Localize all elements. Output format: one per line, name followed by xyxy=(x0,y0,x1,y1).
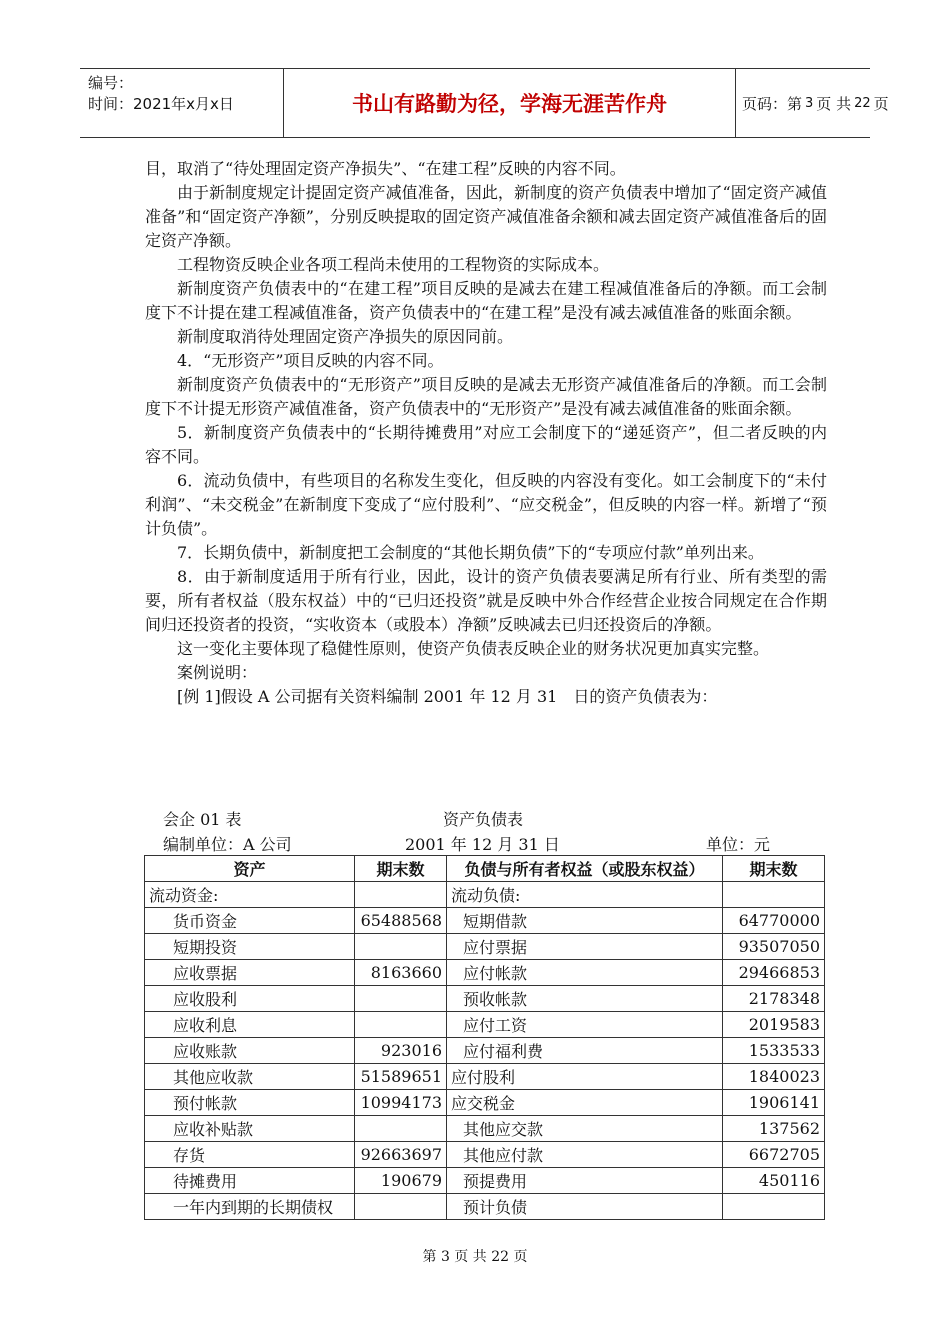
table-row xyxy=(145,986,825,1012)
table-row xyxy=(145,1038,825,1064)
liability-value: 2019583 xyxy=(723,1012,825,1038)
table-row xyxy=(145,1116,825,1142)
currency-unit: 单位：元 xyxy=(706,835,771,854)
liability-name: 应交税金 xyxy=(447,1090,723,1116)
asset-name: 应收票据 xyxy=(145,960,355,986)
table-row xyxy=(145,1142,825,1168)
asset-name: 应收利息 xyxy=(145,1012,355,1038)
table-header-row xyxy=(145,856,825,882)
table-title: 资产负债表 xyxy=(443,810,524,829)
paragraph: 新制度取消待处理固定资产净损失的原因同前。 xyxy=(177,327,514,346)
column-header: 期末数 xyxy=(723,856,825,882)
liability-value: 2178348 xyxy=(723,986,825,1012)
paragraph: 6．流动负债中，有些项目的名称发生变化，但反映的内容没有变化。如工会制度下的“未付利润”、“未交税金”在新制度下变成了“应付股利”、“应交税金”，但反映的内容一样。新增了“预计负债”。 xyxy=(145,471,827,538)
page-total: 22 xyxy=(854,95,871,111)
asset-name: 待摊费用 xyxy=(145,1168,355,1194)
page-number: 3 xyxy=(805,95,814,111)
column-header: 资产 xyxy=(145,856,355,882)
asset-value xyxy=(355,882,447,908)
liability-value xyxy=(723,1194,825,1220)
asset-name: 其他应收款 xyxy=(145,1064,355,1090)
liability-name: 应付票据 xyxy=(447,934,723,960)
asset-name: 应收补贴款 xyxy=(145,1116,355,1142)
paragraph: 这一变化主要体现了稳健性原则，使资产负债表反映企业的财务状况更加真实完整。 xyxy=(177,639,770,658)
table-date: 2001 年 12 月 31 日 xyxy=(405,835,560,854)
body-text xyxy=(145,157,827,709)
document-date-label: 时间：2021年x月x日 xyxy=(88,95,234,113)
paragraph: 8．由于新制度适用于所有行业，因此，设计的资产负债表要满足所有行业、所有类型的需要，所有者权益（股东权益）中的“已归还投资”就是反映中外合作经营企业按合同规定在合作期间归还投资者的投资，“实收资本（或股本）净额”反映减去已归还投资后的净额。 xyxy=(145,567,827,634)
liability-name: 预提费用 xyxy=(447,1168,723,1194)
document-number-label: 编号： xyxy=(88,74,134,92)
table-row xyxy=(145,1194,825,1220)
liability-name: 其他应付款 xyxy=(447,1142,723,1168)
asset-name: 一年内到期的长期债权 xyxy=(145,1194,355,1220)
asset-value: 8163660 xyxy=(355,960,447,986)
paragraph: [例 1]假设 A 公司据有关资料编制 2001 年 12 月 31 日的资产负债表为： xyxy=(177,687,718,706)
column-header: 负债与所有者权益（或股东权益） xyxy=(447,856,723,882)
page-prefix: 页码：第 xyxy=(742,94,803,113)
paragraph: 新制度资产负债表中的“无形资产”项目反映的是减去无形资产减值准备后的净额。而工会制度下不计提无形资产减值准备，资产负债表中的“无形资产”是没有减去减值准备的账面余额。 xyxy=(145,375,827,418)
page-header xyxy=(80,68,889,138)
liability-name: 应付工资 xyxy=(447,1012,723,1038)
asset-value: 923016 xyxy=(355,1038,447,1064)
liability-value: 1840023 xyxy=(723,1064,825,1090)
table-row xyxy=(145,1012,825,1038)
liability-name: 流动负债: xyxy=(447,882,723,908)
column-header: 期末数 xyxy=(355,856,447,882)
asset-name: 货币资金 xyxy=(145,908,355,934)
asset-value xyxy=(355,1194,447,1220)
liability-name: 短期借款 xyxy=(447,908,723,934)
asset-name: 流动资金: xyxy=(145,882,355,908)
liability-name: 应付福利费 xyxy=(447,1038,723,1064)
page-footer: 第 3 页 共 22 页 xyxy=(422,1249,528,1265)
paragraph: 4．“无形资产”项目反映的内容不同。 xyxy=(177,351,444,370)
liability-value: 64770000 xyxy=(723,908,825,934)
liability-name: 其他应交款 xyxy=(447,1116,723,1142)
table-row xyxy=(145,960,825,986)
asset-value: 65488568 xyxy=(355,908,447,934)
asset-value xyxy=(355,986,447,1012)
asset-value: 92663697 xyxy=(355,1142,447,1168)
liability-name: 应付帐款 xyxy=(447,960,723,986)
paragraph: 目，取消了“待处理固定资产净损失”、“在建工程”反映的内容不同。 xyxy=(145,159,626,178)
paragraph: 由于新制度规定计提固定资产减值准备，因此，新制度的资产负债表中增加了“固定资产减值准备”和“固定资产净额”，分别反映提取的固定资产减值准备余额和减去固定资产减值准备后的固定资产净额。 xyxy=(145,183,827,250)
liability-value: 1533533 xyxy=(723,1038,825,1064)
asset-value: 10994173 xyxy=(355,1090,447,1116)
header-motto: 书山有路勤为径，学海无涯苦作舟 xyxy=(283,69,736,137)
paragraph: 案例说明： xyxy=(177,663,258,682)
table-row xyxy=(145,934,825,960)
liability-name: 预收帐款 xyxy=(447,986,723,1012)
paragraph: 工程物资反映企业各项工程尚未使用的工程物资的实际成本。 xyxy=(177,255,610,274)
table-row xyxy=(145,1064,825,1090)
asset-value xyxy=(355,1116,447,1142)
liability-value: 1906141 xyxy=(723,1090,825,1116)
page-mid: 页 共 xyxy=(816,94,852,113)
table-row xyxy=(145,1168,825,1194)
form-code: 会企 01 表 xyxy=(163,810,242,829)
liability-value: 6672705 xyxy=(723,1142,825,1168)
table-row xyxy=(145,1090,825,1116)
liability-name: 预计负债 xyxy=(447,1194,723,1220)
paragraph: 5．新制度资产负债表中的“长期待摊费用”对应工会制度下的“递延资产”，但二者反映的内容不同。 xyxy=(145,423,827,466)
asset-value xyxy=(355,1012,447,1038)
header-meta xyxy=(88,73,283,115)
table-row xyxy=(145,908,825,934)
asset-name: 预付帐款 xyxy=(145,1090,355,1116)
asset-value: 51589651 xyxy=(355,1064,447,1090)
header-page-indicator xyxy=(742,69,889,137)
liability-value: 29466853 xyxy=(723,960,825,986)
liability-value: 450116 xyxy=(723,1168,825,1194)
asset-name: 短期投资 xyxy=(145,934,355,960)
preparing-unit: 编制单位：A 公司 xyxy=(163,835,292,854)
paragraph: 新制度资产负债表中的“在建工程”项目反映的是减去在建工程减值准备后的净额。而工会制度下不计提在建工程减值准备，资产负债表中的“在建工程”是没有减去减值准备的账面余额。 xyxy=(145,279,827,322)
liability-value: 93507050 xyxy=(723,934,825,960)
table-row xyxy=(145,882,825,908)
asset-name: 应收账款 xyxy=(145,1038,355,1064)
page-suffix: 页 xyxy=(873,94,889,113)
asset-name: 存货 xyxy=(145,1142,355,1168)
asset-name: 应收股利 xyxy=(145,986,355,1012)
balance-sheet-table xyxy=(144,855,825,1220)
liability-value: 137562 xyxy=(723,1116,825,1142)
asset-value xyxy=(355,934,447,960)
asset-value: 190679 xyxy=(355,1168,447,1194)
liability-value xyxy=(723,882,825,908)
liability-name: 应付股利 xyxy=(447,1064,723,1090)
paragraph: 7．长期负债中，新制度把工会制度的“其他长期负债”下的“专项应付款”单列出来。 xyxy=(177,543,764,562)
